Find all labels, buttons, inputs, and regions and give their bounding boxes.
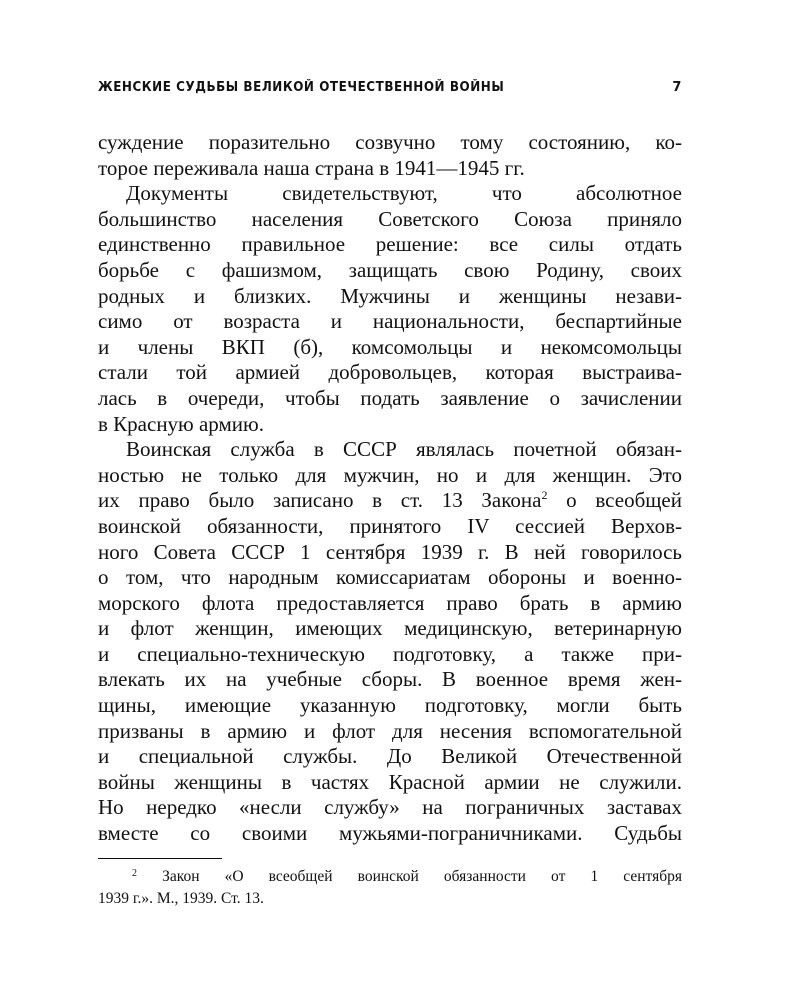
text-line: единственно правильное решение: все силы отдать bbox=[98, 232, 682, 257]
running-title: ЖЕНСКИЕ СУДЬБЫ ВЕЛИКОЙ ОТЕЧЕСТВЕННОЙ ВОЙНЫ bbox=[98, 80, 505, 95]
text-line: ностью не только для мужчин, но и для женщин. Это bbox=[98, 462, 682, 487]
text-line: симо от возраста и национальности, беспартийные bbox=[98, 309, 682, 334]
text-line: борьбе с фашизмом, защищать свою Родину, своих bbox=[98, 257, 682, 282]
footnote-line bbox=[98, 866, 682, 888]
running-header bbox=[98, 80, 682, 100]
text-line: большинство населения Советского Союза приняло bbox=[98, 206, 682, 231]
text-line: воинской обязанности, принятого IV сессией Верхов- bbox=[98, 513, 682, 538]
text-line: стали той армией добровольцев, которая выстраива- bbox=[98, 360, 682, 385]
text-line: лась в очереди, чтобы подать заявление о зачислении bbox=[98, 385, 682, 410]
text-line: влекать их на учебные сборы. В военное время жен- bbox=[98, 667, 682, 692]
footnote bbox=[98, 866, 682, 910]
text-line: и члены ВКП (б), комсомольцы и некомсомольцы bbox=[98, 334, 682, 359]
body-text bbox=[98, 130, 682, 847]
text-line: вместе со своими мужьями-пограничниками. Судьбы bbox=[98, 821, 682, 846]
footnote-line: 1939 г.». М., 1939. Ст. 13. bbox=[98, 890, 264, 907]
text-line: и специальной службы. До Великой Отечественной bbox=[98, 744, 682, 769]
text-line: Документы свидетельствуют, что абсолютное bbox=[126, 181, 682, 206]
page-number: 7 bbox=[672, 80, 682, 95]
text-line: Воинская служба в СССР являлась почетной обязан- bbox=[126, 437, 682, 462]
line-text: их право было записано в ст. 13 Закона bbox=[98, 488, 542, 513]
text-line: Но нередко «несли службу» на пограничных заставах bbox=[98, 795, 682, 820]
footnote-marker: 2 bbox=[132, 868, 137, 879]
footnote-text: Закон «О всеобщей воинской обязанности от 1 сентября bbox=[137, 868, 682, 885]
text-line: щины, имеющие указанную подготовку, могли быть bbox=[98, 693, 682, 718]
text-line: войны женщины в частях Красной армии не служили. bbox=[98, 769, 682, 794]
line-text-tail: о всеобщей bbox=[547, 488, 682, 513]
text-line: торое переживала наша страна в 1941—1945 гг. bbox=[98, 155, 525, 180]
footnote-divider bbox=[98, 858, 222, 859]
text-line: суждение поразительно созвучно тому состоянию, ко- bbox=[98, 130, 682, 154]
text-line: призваны в армию и флот для несения вспомогательной bbox=[98, 718, 682, 743]
text-line: родных и близких. Мужчины и женщины незави- bbox=[98, 283, 682, 308]
text-line: в Красную армию. bbox=[98, 411, 264, 436]
text-line: морского флота предоставляется право брать в армию bbox=[98, 590, 682, 615]
footnote-ref: 2 bbox=[541, 488, 548, 503]
text-line: ного Совета СССР 1 сентября 1939 г. В ней говорилось bbox=[98, 539, 682, 564]
text-line: и флот женщин, имеющих медицинскую, ветеринарную bbox=[98, 616, 682, 641]
text-line: и специально-техническую подготовку, а также при- bbox=[98, 641, 682, 666]
text-line-with-footnote-ref bbox=[98, 488, 682, 514]
text-line: о том, что народным комиссариатам обороны и военно- bbox=[98, 565, 682, 590]
